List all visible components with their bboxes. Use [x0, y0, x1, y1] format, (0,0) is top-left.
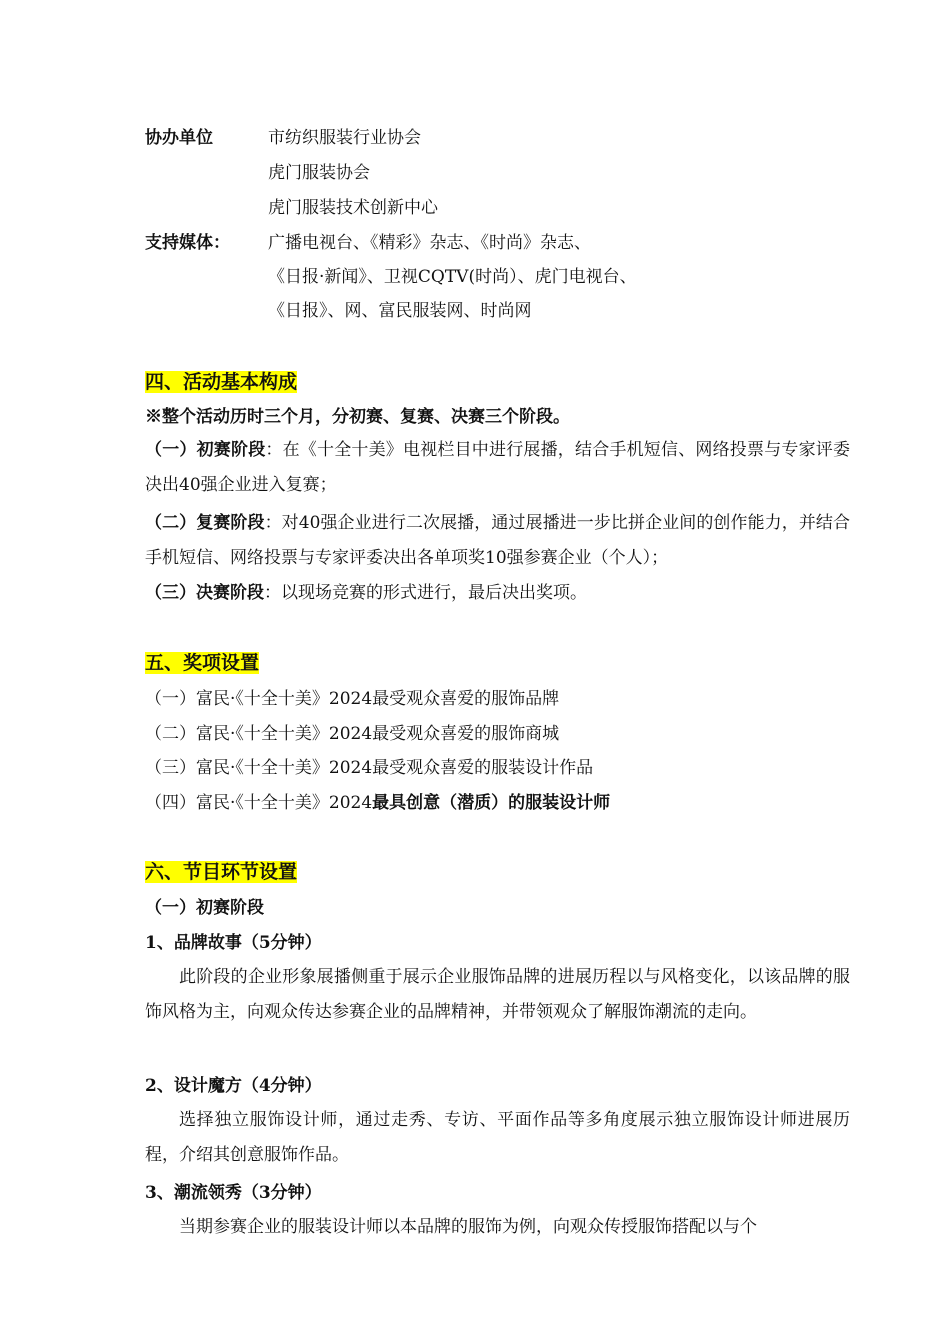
award-item: （一）富民·《十全十美》2024最受观众喜爱的服饰品牌 — [145, 689, 560, 709]
coorganizer-label: 协办单位 — [145, 128, 213, 148]
section5-title: 五、奖项设置 — [145, 652, 260, 674]
section-heading — [145, 650, 259, 676]
section6-title: 六、节目环节设置 — [145, 861, 298, 883]
section6-sub1: （一）初赛阶段 — [145, 898, 264, 918]
coorganizer-item: 虎门服装技术创新中心 — [268, 198, 438, 218]
item2-title: 2、设计魔方（4分钟） — [145, 1076, 322, 1096]
stage1-paragraph — [145, 433, 850, 503]
item1-title: 1、品牌故事（5分钟） — [145, 933, 322, 953]
media-line: 广播电视台、《精彩》杂志、《时尚》杂志、 — [268, 233, 591, 253]
coorganizer-item: 虎门服装协会 — [268, 163, 370, 183]
stage3-label: （三）决赛阶段 — [145, 583, 264, 603]
coorganizer-item: 市纺织服装行业协会 — [268, 128, 421, 148]
stage3-paragraph — [145, 576, 850, 611]
section4-title: 四、活动基本构成 — [145, 371, 298, 393]
stage2-paragraph — [145, 506, 850, 576]
section-heading — [145, 369, 297, 395]
item3-title: 3、潮流领秀（3分钟） — [145, 1183, 322, 1203]
media-line: 《日报·新闻》、卫视CQTV(时尚）、虎门电视台、 — [268, 267, 637, 287]
award4-prefix: （四）富民·《十全十美》2024 — [145, 793, 373, 813]
section4-intro: ※整个活动历时三个月，分初赛、复赛、决赛三个阶段。 — [145, 407, 570, 427]
stage1-label: （一）初赛阶段 — [145, 440, 266, 460]
award-item — [145, 791, 850, 815]
award4-bold: 最具创意（潜质）的服装设计师 — [372, 793, 611, 813]
stage1-text: ：在《十全十美》电视栏目中进行展播，结合手机短信、网络投票与专家评委决出40强企业进入复赛； — [145, 440, 851, 495]
stage2-text: ：对40强企业进行二次展播，通过展播进一步比拼企业间的创作能力，并结合手机短信、网络投票与专家评委决出各单项奖10强参赛企业（个人）； — [145, 513, 850, 568]
stage3-text: ：以现场竞赛的形式进行，最后决出奖项。 — [264, 583, 587, 603]
media-line: 《日报》、网、富民服装网、时尚网 — [268, 301, 532, 321]
stage2-label: （二）复赛阶段 — [145, 513, 265, 533]
award-item: （三）富民·《十全十美》2024最受观众喜爱的服装设计作品 — [145, 758, 594, 778]
section-heading — [145, 859, 297, 885]
item3-text: 当期参赛企业的服装设计师以本品牌的服饰为例，向观众传授服饰搭配以与个 — [179, 1217, 757, 1237]
item2-text: 选择独立服饰设计师，通过走秀、专访、平面作品等多角度展示独立服饰设计师进展历程，介绍其创意服饰作品。 — [145, 1110, 850, 1165]
media-label: 支持媒体： — [145, 233, 230, 253]
item1-text: 此阶段的企业形象展播侧重于展示企业服饰品牌的进展历程以与风格变化，以该品牌的服饰风格为主，向观众传达参赛企业的品牌精神，并带领观众了解服饰潮流的走向。 — [145, 967, 850, 1022]
award-item: （二）富民·《十全十美》2024最受观众喜爱的服饰商城 — [145, 724, 560, 744]
